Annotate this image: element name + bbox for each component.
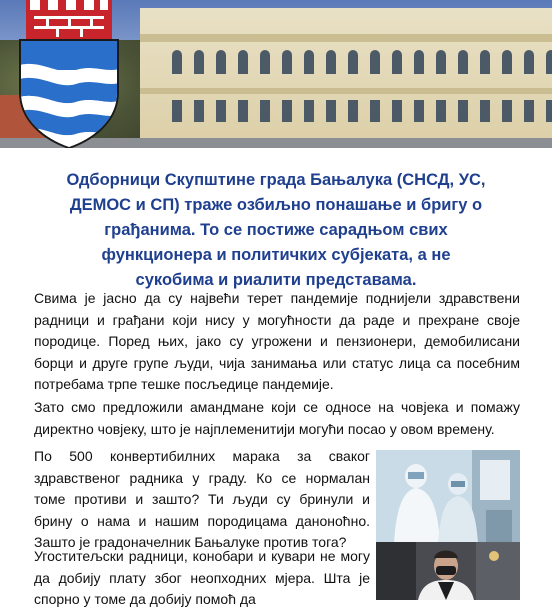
paragraph-hospitality-workers: Угоститељски радници, конобари и кувари не могу да добију плату због неопходних мјера. Шта је спорно у томе да добију помоћ да: [34, 548, 370, 607]
building-window: [392, 50, 402, 74]
headline-line: грађанима. То се постиже сарадњом свих: [104, 221, 448, 239]
building-window: [216, 100, 226, 122]
building-window: [458, 50, 468, 74]
building-window: [238, 100, 248, 122]
headline-line: сукобима и риалити представама.: [135, 271, 417, 289]
shield-waves: [16, 40, 122, 148]
building-cornice: [140, 34, 552, 42]
building-window: [326, 50, 336, 74]
building-window: [282, 100, 292, 122]
building-window: [546, 100, 552, 122]
building-window: [458, 100, 468, 122]
building-window: [546, 50, 552, 74]
headline-line: Одборници Скупштине града Бањалука (СНСД, УС,: [66, 171, 486, 189]
palace-building: [140, 8, 552, 148]
building-window: [260, 100, 270, 122]
header-photo: [0, 0, 552, 148]
building-window: [304, 100, 314, 122]
headline-line: ДЕМОС и СП) траже озбиљно понашање и бригу о: [69, 196, 483, 214]
crown-tower: [26, 0, 112, 40]
building-window: [260, 50, 270, 74]
building-window: [348, 100, 358, 122]
headline-line: функционера и политичких субјеката, а не: [101, 246, 451, 264]
building-window: [370, 100, 380, 122]
coat-of-arms-icon: [16, 0, 122, 148]
waiter-photo: [376, 542, 520, 600]
paragraph-health-workers: По 500 конвертибилних марака за сваког здравственог радника у граду. Ко се нормалан томе противи и зашто? Ти људи су бринули и брину о нама и нашим породицама даноноћно. Зашто је градоначелник Бањалуке против тога?: [34, 448, 370, 550]
paragraph-pandemic-burden: Свима је јасно да су највећи терет пандемије поднијели здравствени радници и грађани који нису у могућности да раде и прехране своје породице. Поред њих, јако су угрожени и пензионери, демобилисани борци и друге групе људи, чија занимања или статус лица са посебним потребама трпе тешке посљедице пандемије.: [34, 290, 520, 392]
building-window: [480, 100, 490, 122]
building-window: [216, 50, 226, 74]
building-window: [238, 50, 248, 74]
building-cornice-lower: [140, 88, 552, 94]
building-window: [436, 100, 446, 122]
building-window: [480, 50, 490, 74]
building-window: [172, 100, 182, 122]
building-window: [194, 50, 204, 74]
building-window: [304, 50, 314, 74]
building-window: [436, 50, 446, 74]
building-window: [194, 100, 204, 122]
building-window: [524, 100, 534, 122]
building-window: [172, 50, 182, 74]
building-window: [502, 100, 512, 122]
building-window: [392, 100, 402, 122]
paragraph-amendments: Зато смо предложили амандмане који се односе на човјека и помажу директно човјеку, што је најплеменитији могући посао у овом времену.: [34, 399, 520, 437]
building-window: [326, 100, 336, 122]
building-window: [370, 50, 380, 74]
building-window: [414, 100, 424, 122]
article-headline: [42, 168, 510, 293]
building-window: [502, 50, 512, 74]
building-window: [524, 50, 534, 74]
medical-workers-photo: [376, 450, 520, 544]
building-window: [282, 50, 292, 74]
building-window: [348, 50, 358, 74]
building-window: [414, 50, 424, 74]
